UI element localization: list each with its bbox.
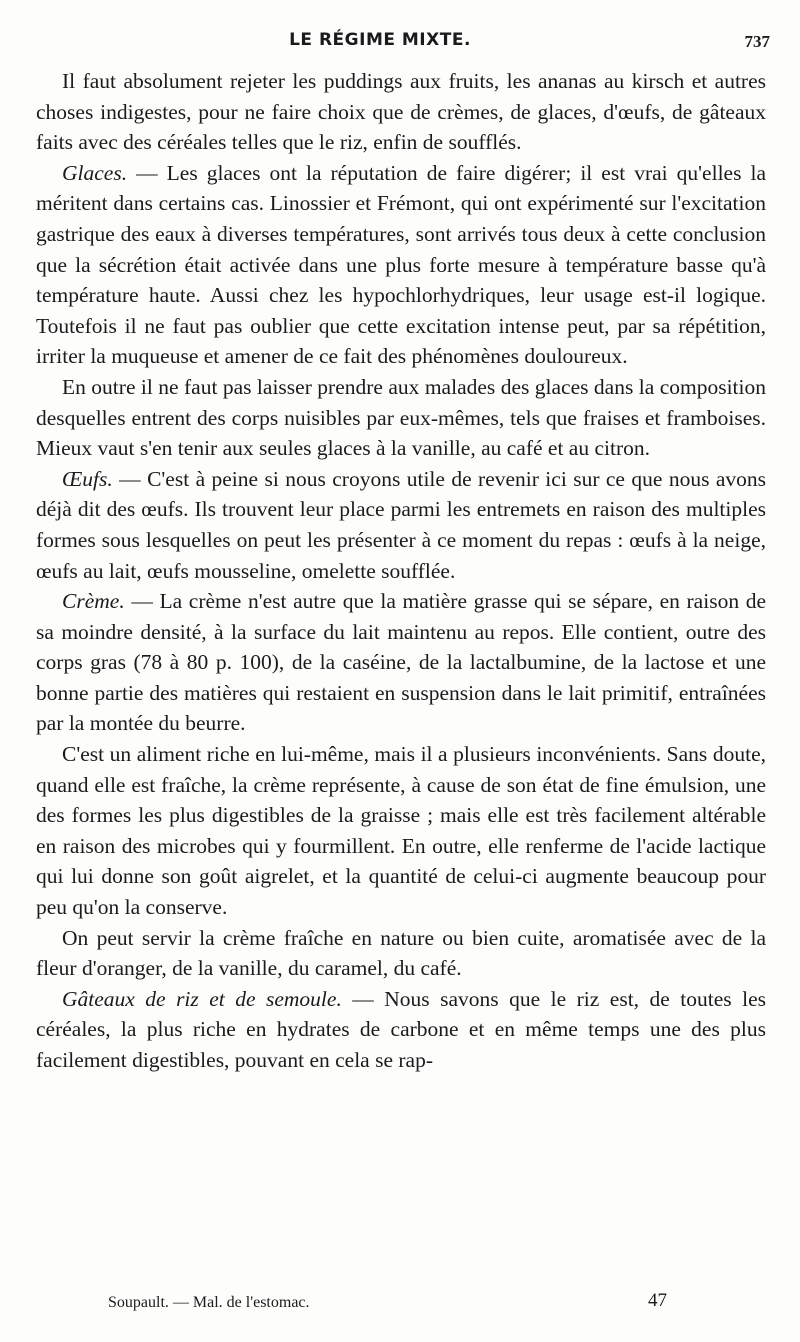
paragraph-text: En outre il ne faut pas laisser prendre aux malades des glaces dans la composition desquelles entrent des corps nuisibles par eux-mêmes, tels que fraises et framboises. Mieux vaut s'en tenir aux seules glaces à la vanille, au café et au citron. xyxy=(36,374,766,461)
paragraph-text: — La crème n'est autre que la matière grasse qui se sépare, en raison de sa moindre densité, à la surface du lait maintenu au repos. Elle contient, outre des corps gras (78 à 80 p. 100), de la caséine, de la lactalbumine, de la lactose et une bonne partie des matières qui restaient en suspension dans le lait primitif, entraînées par la montée du beurre. xyxy=(36,589,766,736)
section-term-creme: Crème. xyxy=(62,589,125,614)
paragraph-glaces-cont xyxy=(36,372,766,464)
paragraph-creme xyxy=(36,586,766,739)
paragraph-creme-servir xyxy=(36,923,766,984)
page-number: 737 xyxy=(744,32,770,51)
footer-source: Soupault. — Mal. de l'estomac. xyxy=(108,1294,310,1311)
paragraph-text: — Les glaces ont la réputation de faire digérer; il est vrai qu'elles la méritent dans certains cas. Linossier et Frémont, qui ont expérimenté sur l'excitation gastrique des eaux à diverses températures, sont arrivés tous deux à cette conclusion que la sécrétion était activée dans une plus forte mesure à température basse qu'à température haute. Aussi chez les hypochlorhydriques, leur usage est-il logique. Toutefois il ne faut pas oublier que cette excitation intense peut, par sa répétition, irriter la muqueuse et amener de ce fait des phénomènes douloureux. xyxy=(36,160,766,369)
section-term-gateaux: Gâteaux de riz et de semoule. xyxy=(62,986,342,1011)
paragraph-oeufs xyxy=(36,464,766,586)
paragraph-gateaux xyxy=(36,984,766,1076)
paragraph-text: — C'est à peine si nous croyons utile de revenir ici sur ce que nous avons déjà dit des œufs. Ils trouvent leur place parmi les entremets en raison des multiples formes sous lesquelles on peut les présenter à ce moment du repas : œufs à la neige, œufs au lait, œufs mousseline, omelette soufflée. xyxy=(36,466,766,583)
body-text xyxy=(36,66,766,1076)
paragraph-text: On peut servir la crème fraîche en nature ou bien cuite, aromatisée avec de la fleur d'oranger, de la vanille, du caramel, du café. xyxy=(36,925,766,981)
running-title: LE RÉGIME MIXTE. xyxy=(289,30,471,50)
paragraph-text: C'est un aliment riche en lui-même, mais il a plusieurs inconvénients. Sans doute, quand elle est fraîche, la crème représente, à cause de son état de fine émulsion, une des formes les plus digestibles de la graisse ; mais elle est très facilement altérable en raison des microbes qui y fourmillent. En outre, elle renferme de l'acide lactique qui lui donne son goût aigrelet, et la quantité de celui-ci augmente beaucoup pour peu qu'on la conserve. xyxy=(36,742,766,920)
running-head xyxy=(0,30,800,56)
signature-mark: 47 xyxy=(648,1290,667,1311)
page-footer xyxy=(0,1290,800,1320)
section-term-glaces: Glaces. xyxy=(62,160,128,185)
section-term-oeufs: Œufs. xyxy=(62,466,113,491)
paragraph-creme-cont xyxy=(36,739,766,923)
paragraph-intro xyxy=(36,66,766,158)
paragraph-glaces xyxy=(36,158,766,372)
paragraph-text: — Nous savons que le riz est, de toutes les céréales, la plus riche en hydrates de carbone et en même temps une des plus facilement digestibles, pouvant en cela se rap- xyxy=(36,986,766,1072)
paragraph-text: Il faut absolument rejeter les puddings aux fruits, les ananas au kirsch et autres choses indigestes, pour ne faire choix que de crèmes, de glaces, d'œufs, de gâteaux faits avec des céréales telles que le riz, enfin de soufflés. xyxy=(36,69,766,155)
